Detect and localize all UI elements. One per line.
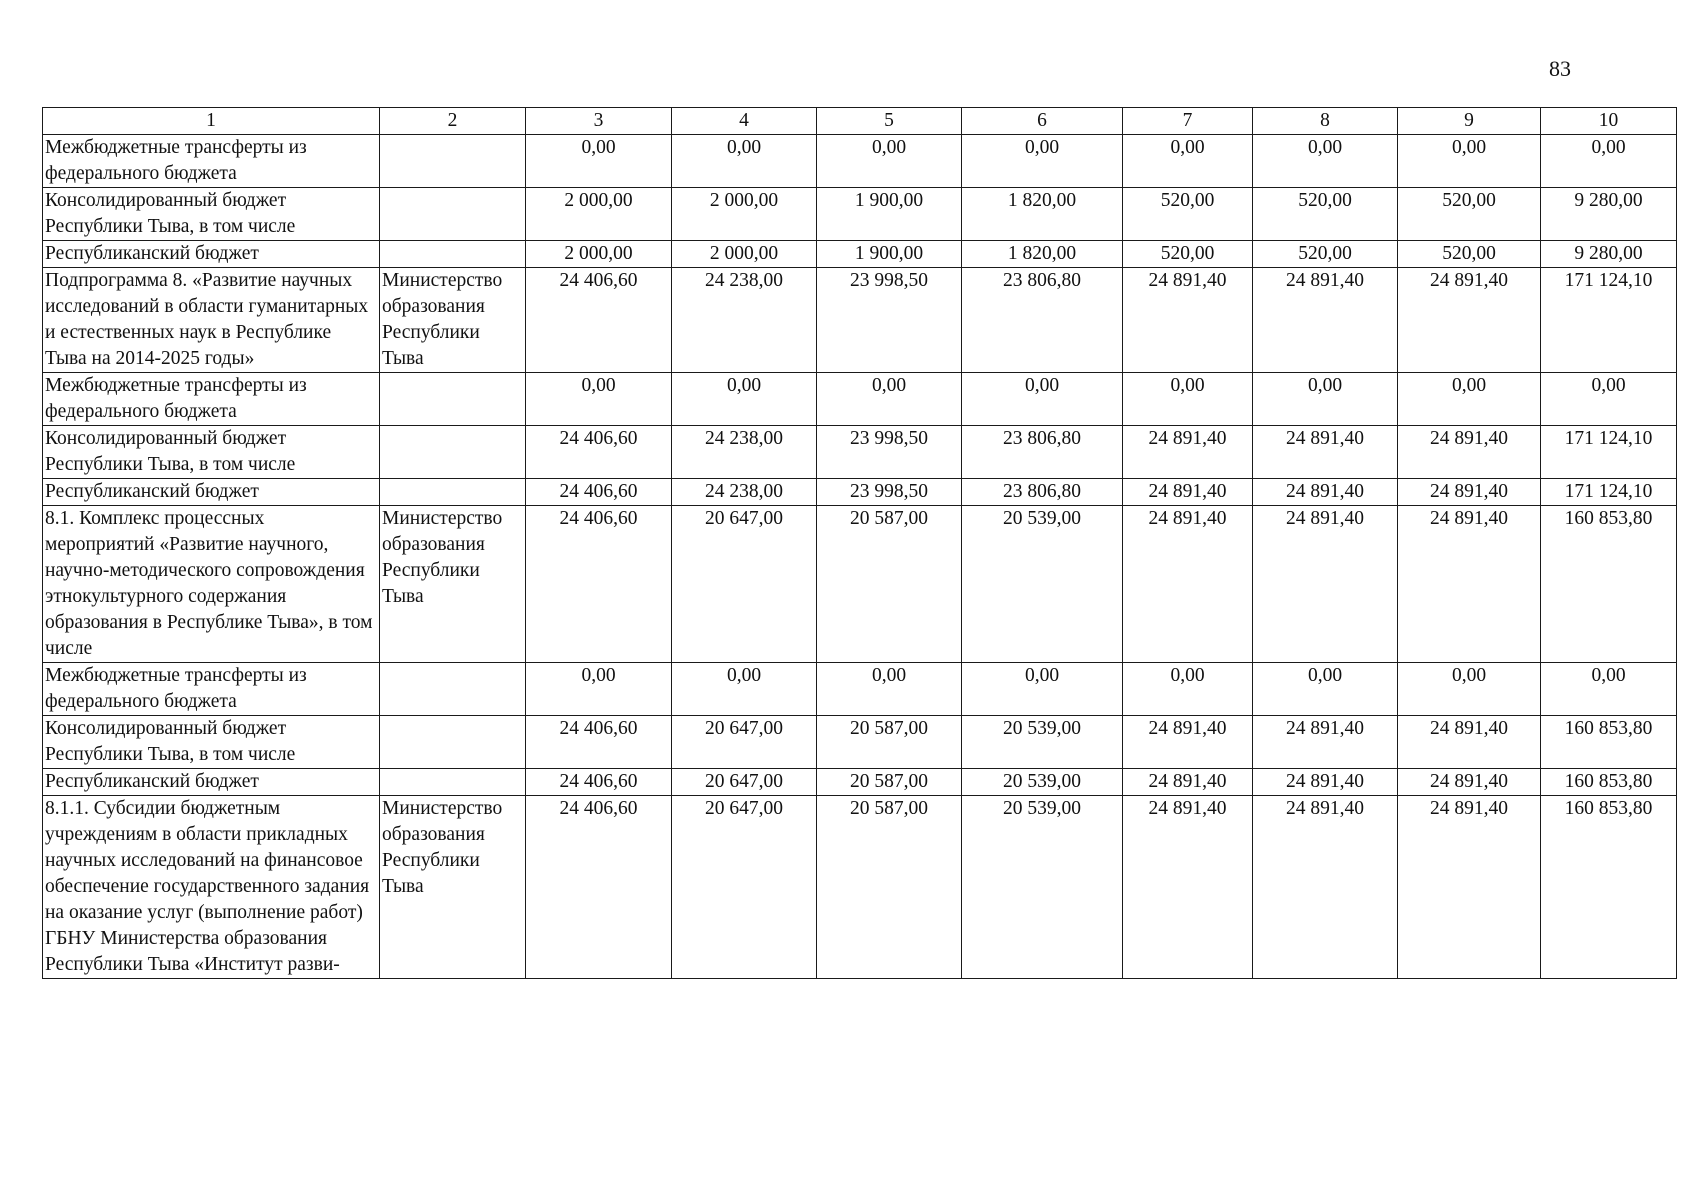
row-description: Межбюджетные трансферты из федерального бюджета: [43, 373, 380, 426]
row-executor: Министерство образования Республики Тыва: [380, 268, 526, 373]
amount-cell: 23 806,80: [962, 426, 1123, 479]
row-executor: [380, 373, 526, 426]
amount-cell: 9 280,00: [1541, 241, 1677, 268]
row-description: 8.1.1. Субсидии бюджетным учреждениям в области прикладных научных исследований на финансовое обеспечение государственного задания на оказание услуг (выполнение работ) ГБНУ Министерства образования Республики Тыва «Институт разви-: [43, 796, 380, 979]
amount-cell: 0,00: [817, 135, 962, 188]
amount-cell: 24 891,40: [1253, 506, 1398, 663]
budget-table: [42, 107, 1677, 979]
amount-cell: 9 280,00: [1541, 188, 1677, 241]
amount-cell: 20 539,00: [962, 716, 1123, 769]
row-executor: [380, 663, 526, 716]
amount-cell: 24 406,60: [526, 479, 672, 506]
amount-cell: 0,00: [1123, 373, 1253, 426]
amount-cell: 2 000,00: [672, 241, 817, 268]
table-row: [43, 188, 1677, 241]
row-executor: [380, 716, 526, 769]
row-description: Консолидированный бюджет Республики Тыва, в том числе: [43, 426, 380, 479]
amount-cell: 24 406,60: [526, 796, 672, 979]
amount-cell: 24 891,40: [1398, 479, 1541, 506]
amount-cell: 20 539,00: [962, 506, 1123, 663]
amount-cell: 24 891,40: [1253, 479, 1398, 506]
amount-cell: 24 891,40: [1123, 769, 1253, 796]
table-row: [43, 426, 1677, 479]
row-description: Межбюджетные трансферты из федерального бюджета: [43, 663, 380, 716]
amount-cell: 0,00: [526, 373, 672, 426]
table-row: [43, 796, 1677, 979]
amount-cell: 520,00: [1253, 188, 1398, 241]
amount-cell: 1 820,00: [962, 188, 1123, 241]
amount-cell: 24 891,40: [1253, 796, 1398, 979]
row-executor: [380, 479, 526, 506]
column-header: 3: [526, 108, 672, 135]
row-description: Межбюджетные трансферты из федерального бюджета: [43, 135, 380, 188]
amount-cell: 0,00: [672, 373, 817, 426]
amount-cell: 24 406,60: [526, 506, 672, 663]
amount-cell: 1 820,00: [962, 241, 1123, 268]
amount-cell: 24 891,40: [1123, 268, 1253, 373]
amount-cell: 0,00: [1253, 663, 1398, 716]
amount-cell: 520,00: [1398, 188, 1541, 241]
amount-cell: 171 124,10: [1541, 479, 1677, 506]
amount-cell: 24 406,60: [526, 426, 672, 479]
table-row: [43, 268, 1677, 373]
table-row: [43, 373, 1677, 426]
amount-cell: 24 891,40: [1123, 479, 1253, 506]
column-header: 1: [43, 108, 380, 135]
amount-cell: 20 539,00: [962, 796, 1123, 979]
row-executor: Министерство образования Республики Тыва: [380, 506, 526, 663]
amount-cell: 520,00: [1123, 188, 1253, 241]
amount-cell: 20 587,00: [817, 506, 962, 663]
amount-cell: 0,00: [672, 135, 817, 188]
amount-cell: 24 891,40: [1253, 426, 1398, 479]
row-executor: [380, 769, 526, 796]
column-header: 4: [672, 108, 817, 135]
amount-cell: 0,00: [1398, 135, 1541, 188]
amount-cell: 24 891,40: [1398, 796, 1541, 979]
amount-cell: 23 806,80: [962, 268, 1123, 373]
amount-cell: 160 853,80: [1541, 796, 1677, 979]
column-header: 10: [1541, 108, 1677, 135]
amount-cell: 24 238,00: [672, 268, 817, 373]
amount-cell: 20 647,00: [672, 716, 817, 769]
amount-cell: 0,00: [962, 373, 1123, 426]
amount-cell: 0,00: [1123, 663, 1253, 716]
amount-cell: 23 998,50: [817, 479, 962, 506]
amount-cell: 0,00: [1253, 135, 1398, 188]
amount-cell: 23 998,50: [817, 268, 962, 373]
amount-cell: 0,00: [672, 663, 817, 716]
amount-cell: 0,00: [526, 663, 672, 716]
column-header: 9: [1398, 108, 1541, 135]
amount-cell: 24 406,60: [526, 716, 672, 769]
amount-cell: 20 587,00: [817, 796, 962, 979]
amount-cell: 23 806,80: [962, 479, 1123, 506]
amount-cell: 520,00: [1123, 241, 1253, 268]
amount-cell: 160 853,80: [1541, 716, 1677, 769]
amount-cell: 23 998,50: [817, 426, 962, 479]
row-description: Республиканский бюджет: [43, 241, 380, 268]
amount-cell: 520,00: [1253, 241, 1398, 268]
amount-cell: 20 587,00: [817, 769, 962, 796]
amount-cell: 24 891,40: [1398, 426, 1541, 479]
amount-cell: 0,00: [1541, 663, 1677, 716]
table-row: [43, 716, 1677, 769]
table-row: [43, 769, 1677, 796]
amount-cell: 20 647,00: [672, 506, 817, 663]
amount-cell: 24 891,40: [1123, 796, 1253, 979]
table-row: [43, 241, 1677, 268]
amount-cell: 20 647,00: [672, 796, 817, 979]
amount-cell: 24 891,40: [1253, 268, 1398, 373]
row-executor: [380, 188, 526, 241]
amount-cell: 1 900,00: [817, 241, 962, 268]
amount-cell: 24 891,40: [1398, 268, 1541, 373]
row-executor: [380, 241, 526, 268]
amount-cell: 0,00: [1253, 373, 1398, 426]
table-row: [43, 479, 1677, 506]
page-number: 83: [1549, 56, 1571, 81]
amount-cell: 171 124,10: [1541, 426, 1677, 479]
amount-cell: 0,00: [1541, 373, 1677, 426]
amount-cell: 2 000,00: [526, 188, 672, 241]
row-executor: [380, 426, 526, 479]
amount-cell: 0,00: [1398, 373, 1541, 426]
table-row: [43, 135, 1677, 188]
column-header: 2: [380, 108, 526, 135]
amount-cell: 24 891,40: [1398, 506, 1541, 663]
row-description: Консолидированный бюджет Республики Тыва, в том числе: [43, 716, 380, 769]
amount-cell: 24 891,40: [1398, 716, 1541, 769]
table-row: [43, 663, 1677, 716]
table-body: [43, 135, 1677, 979]
row-description: Республиканский бюджет: [43, 769, 380, 796]
row-description: Республиканский бюджет: [43, 479, 380, 506]
amount-cell: 24 891,40: [1123, 426, 1253, 479]
amount-cell: 171 124,10: [1541, 268, 1677, 373]
amount-cell: 24 406,60: [526, 769, 672, 796]
amount-cell: 160 853,80: [1541, 769, 1677, 796]
amount-cell: 24 891,40: [1123, 716, 1253, 769]
amount-cell: 0,00: [1541, 135, 1677, 188]
amount-cell: 24 891,40: [1123, 506, 1253, 663]
column-header: 8: [1253, 108, 1398, 135]
amount-cell: 0,00: [962, 663, 1123, 716]
amount-cell: 160 853,80: [1541, 506, 1677, 663]
table-row: [43, 506, 1677, 663]
amount-cell: 24 238,00: [672, 479, 817, 506]
row-executor: Министерство образования Республики Тыва: [380, 796, 526, 979]
amount-cell: 0,00: [962, 135, 1123, 188]
amount-cell: 0,00: [1123, 135, 1253, 188]
amount-cell: 20 539,00: [962, 769, 1123, 796]
row-description: Подпрограмма 8. «Развитие научных исследований в области гуманитарных и естественных наук в Республике Тыва на 2014-2025 годы»: [43, 268, 380, 373]
amount-cell: 0,00: [1398, 663, 1541, 716]
amount-cell: 20 587,00: [817, 716, 962, 769]
amount-cell: 520,00: [1398, 241, 1541, 268]
amount-cell: 24 891,40: [1398, 769, 1541, 796]
column-header: 7: [1123, 108, 1253, 135]
amount-cell: 0,00: [526, 135, 672, 188]
amount-cell: 24 406,60: [526, 268, 672, 373]
column-header: 5: [817, 108, 962, 135]
amount-cell: 1 900,00: [817, 188, 962, 241]
amount-cell: 2 000,00: [526, 241, 672, 268]
amount-cell: 0,00: [817, 663, 962, 716]
header-row: [43, 108, 1677, 135]
amount-cell: 24 891,40: [1253, 769, 1398, 796]
row-description: 8.1. Комплекс процессных мероприятий «Развитие научного, научно-методического сопровождения этнокультурного содержания образования в Республике Тыва», в том числе: [43, 506, 380, 663]
row-description: Консолидированный бюджет Республики Тыва, в том числе: [43, 188, 380, 241]
amount-cell: 24 891,40: [1253, 716, 1398, 769]
amount-cell: 2 000,00: [672, 188, 817, 241]
amount-cell: 24 238,00: [672, 426, 817, 479]
column-header: 6: [962, 108, 1123, 135]
row-executor: [380, 135, 526, 188]
amount-cell: 0,00: [817, 373, 962, 426]
amount-cell: 20 647,00: [672, 769, 817, 796]
